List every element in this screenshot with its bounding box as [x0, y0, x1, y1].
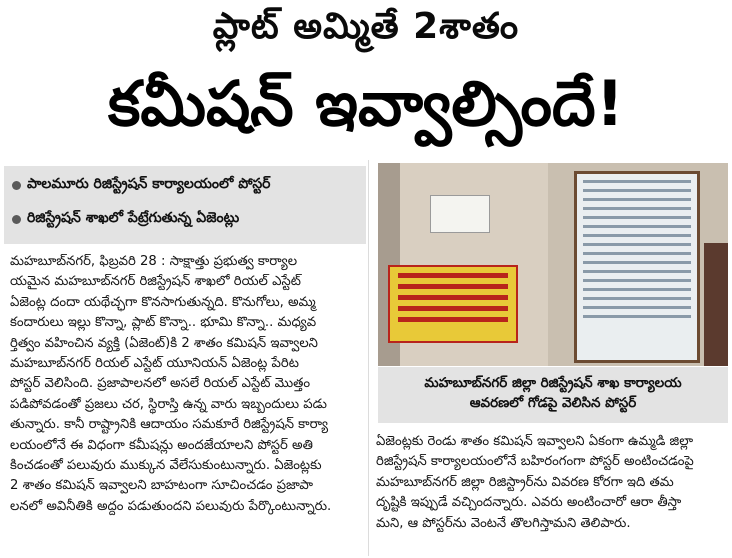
article-line: తున్నారు. కానీ రాష్ట్రానికి ఆదాయం సమకూరే రిజిస్ట్రేషన్ కార్యా [10, 417, 329, 433]
photo-poster [388, 265, 518, 343]
article-line: మహబూబ్‌నగర్, ఫిబ్రవరి 28 : సాక్షాత్తు ప్రభుత్వ కార్యాల [10, 254, 298, 269]
article-line: కించడంతో పలువురు ముక్కున వేలేసుకుంటున్నారు. ఏజెంట్లకు [10, 458, 322, 474]
article-line: ఏజెంట్ల దందా యథేచ్ఛగా కొనసాగుతున్నది. కొనుగోలు, అమ్మ [10, 294, 316, 310]
bullet-text: రిజిస్ట్రేషన్ శాఖలో పేట్రేగుతున్న ఏజెంట్లు [27, 210, 240, 226]
photo-caption [378, 367, 728, 423]
caption-line: ఆవరణలో గోడపై వెలిసిన పోస్టర్ [469, 395, 637, 411]
caption-line: మహబూబ్‌నగర్ జిల్లా రిజిస్ట్రేషన్ శాఖ కార్యాలయ [424, 375, 682, 391]
article-line: రిజిస్ట్రేషన్ కార్యాలయంలోనే బహిరంగంగా పోస్టర్ అంటించడంపై [376, 454, 694, 470]
news-photo [378, 163, 728, 366]
bullet-item [12, 210, 239, 229]
article-line: కందారులు ఇల్లు కొన్నా, ప్లాట్ కొన్నా.. భూమి కొన్నా.. మధ్యవ [10, 315, 317, 331]
headline-main: కమీషన్ ఇవ్వాల్సిందే! [108, 67, 624, 140]
article-left-column [10, 252, 366, 517]
headline-top: ప్లాట్ అమ్మితే 2శాతం [212, 6, 520, 47]
photo-notice-paper [430, 195, 490, 233]
article-line: పడిపోవడంతో ప్రజలు చర, స్థిరాస్తి ఉన్న వారు ఇబ్బందులు పడు [10, 396, 327, 412]
article-line: లయంలోనే ఈ విధంగా కమీషన్లు అందజేయాలని పోస్టర్ అతి [10, 437, 313, 453]
article-line: యమైన మహబూబ్‌నగర్ రిజిస్ట్రేషన్ శాఖలో రియల్ ఎస్టేట్ [10, 274, 301, 290]
article-line: ర్తిత్వం వహించిన వ్యక్తి (ఏజెంట్)కి 2 శాతం కమిషన్ ఇవ్వాలని [10, 335, 318, 351]
photo-notice-board [574, 171, 700, 363]
article-line: ఏజెంట్లకు రెండు శాతం కమిషన్ ఇవ్వాలని ఏకంగా ఉమ్మడి జిల్లా [376, 434, 694, 449]
photo-person [704, 243, 728, 366]
article-line: మహబూబ్‌నగర్ రియల్ ఎస్టేట్ యూనియన్ ఏజెంట్ల పేరిట [10, 356, 299, 372]
article-line: లనలో అవినీతికి అద్దం పడుతుందని పలువురు పేర్కొంటున్నారు. [10, 498, 332, 514]
bullet-text: పాలమూరు రిజిస్ట్రేషన్ కార్యాలయంలో పోస్టర్ [27, 176, 271, 192]
article-right-column [376, 432, 728, 534]
article-line: మని, ఆ పోస్టర్‌ను వెంటనే తొలగిస్తామని తెలిపారు. [376, 515, 631, 531]
article-line: 2 శాతం కమిషన్ ఇవ్వాలని బాహటంగా సూచించడం ప్రజాపా [10, 478, 314, 494]
bullet-box [4, 166, 366, 244]
article-line: పోస్టర్ వెలిసింది. ప్రజాపాలనలో అసలే రియల్ ఎస్టేట్ మొత్తం [10, 376, 311, 392]
bullet-item [12, 176, 270, 195]
article-line: దృష్టికి ఇప్పుడే వచ్చిందన్నారు. ఎవరు అంటించారో ఆరా తీస్తా [376, 495, 682, 511]
bullet-dot-icon [12, 181, 21, 190]
column-divider [368, 160, 369, 556]
article-line: మహబూబ్‌నగర్ జిల్లా రిజిస్ట్రార్‌ను వివరణ కోరగా ఇది తమ [376, 474, 674, 490]
bullet-dot-icon [12, 215, 21, 224]
